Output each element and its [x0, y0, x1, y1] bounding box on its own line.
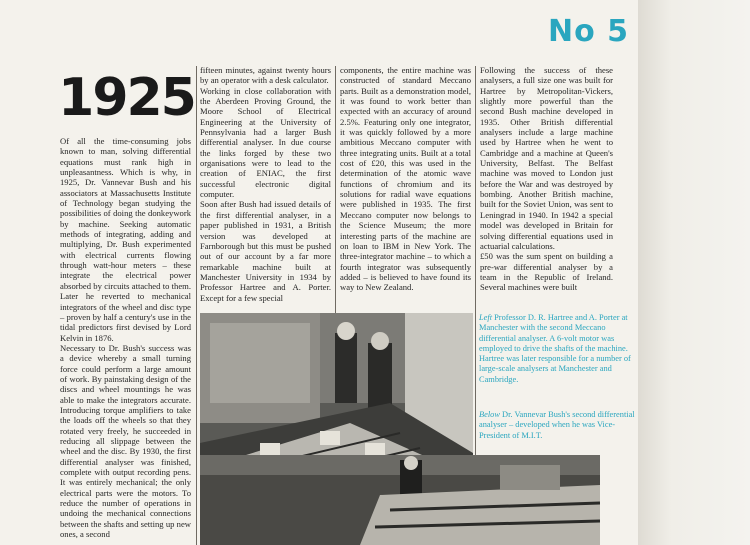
column-rule [196, 66, 197, 545]
year-block [60, 68, 193, 128]
column-rule [335, 66, 336, 313]
page-edge [638, 0, 750, 545]
caption-text: Professor D. R. Hartree and A. Porter at Manchester with the second Meccano differential analyser. A 6-volt motor was employed to drive the shafts of the machine. Hartree was later responsible for a number of large-scale analysers at Manchester and Cambridge. [479, 313, 631, 384]
year-title: 1925 [58, 68, 195, 128]
column-4 [480, 65, 613, 293]
column-1 [60, 136, 191, 539]
caption-left-photo [479, 313, 637, 385]
photo-illustration [200, 455, 600, 545]
paragraph: Following the success of these analysers, a full size one was built for Hartree by Metropolitan-Vickers, slightly more powerful than the second Bush machine developed in 1935. Other British differential analysers include a large machine used by Hartree when he went to Cambridge and a machine at Queen's University, Belfast. The Belfast machine was moved to London just before the War and was destroyed by bombing. Another British machine, built for the Soviet Union, was sent to Leningrad in 1940. In 1942 a special model was developed in Britain for solving differential equations used in actuarial calculations. [480, 65, 613, 251]
column-2 [200, 65, 331, 303]
paragraph: Of all the time-consuming jobs known to man, solving differential equations must rank high in unpleasantness. Which is why, in 1925, Dr. Vannevar Bush and his associators at Massachusetts Institute of Technology began studying the possibilities of doing the donkeywork by machine. Seeking automatic methods of integrating, adding and multiplying, Dr. Bush experimented with electrical currents flowing through watt-hour meters – these integrate the electrical power absorbed by circuits attached to them. Later he reverted to mechanical integrators of the wheel and disc type – proven by half a century's use in the tidal predictors first devised by Lord Kelvin in 1876. [60, 136, 191, 343]
paragraph: Working in close collaboration with the Aberdeen Proving Ground, the Moore School of Electrical Engineering at the University of Pennsylvania had a larger Bush differential analyser. In due course the links forged by these two organisations were to lead to the creation of ENIAC, the first successful electronic digital computer. [200, 85, 331, 200]
paragraph: £50 was the sum spent on building a pre-war differential analyser by a team in the Republic of Ireland. Several machines were built [480, 251, 613, 293]
paragraph: fifteen minutes, against twenty hours by an operator with a desk calculator. [200, 65, 331, 86]
caption-lead: Left [479, 313, 493, 322]
paragraph: Necessary to Dr. Bush's success was a device whereby a small turning force could perform a large amount of work. By painstaking design of the discs and wheel mountings he was able to make the integrators accurate. Introducing torque amplifiers to take the loads off the wheels so that they rotated very freely, he succeeded in reducing all slippage between the wheel and the disc. By 1930, the first differential analyser was finished, complete with output recording pens. It was entirely mechanical; the only electrical parts were the motors. To reduce the number of operations in undoing the mechanical connections between the shafts and setting up new ones, a second [60, 342, 191, 540]
caption-below-photo [479, 410, 637, 441]
paragraph: Soon after Bush had issued details of the first differential analyser, in a paper published in 1931, a British version was developed at Farnborough but this must be pushed out of our account by a far more remarkable machine built at Manchester University in 1934 by Professor Hartree and A. Porter. Except for a few special [200, 199, 331, 303]
issue-number: No 5 [548, 14, 630, 49]
caption-lead: Below [479, 410, 500, 419]
photo-bush-analyser [200, 455, 600, 545]
column-3 [340, 65, 471, 293]
caption-text: Dr. Vannevar Bush's second differential analyser – developed when he was Vice-President of M.I.T. [479, 410, 635, 440]
paragraph: components, the entire machine was constructed of standard Meccano parts. Built as a demonstration model, it was found to work better than expected with an accuracy of around 2.5%. Featuring only one integrator, it was quickly followed by a more ambitious Meccano computer with three integrating units. Built at a total cost of £20, this was used in the determination of the atomic wave functions of chromium and its solutions for radial wave equations were published in 1935. The first Meccano computer now belongs to the Science Museum; the more interesting parts of the machine are on loan to IBM in New York. The three-integrator machine – to which a fourth integrator was subsequently added – is believed to have found its way to New Zealand. [340, 65, 471, 293]
